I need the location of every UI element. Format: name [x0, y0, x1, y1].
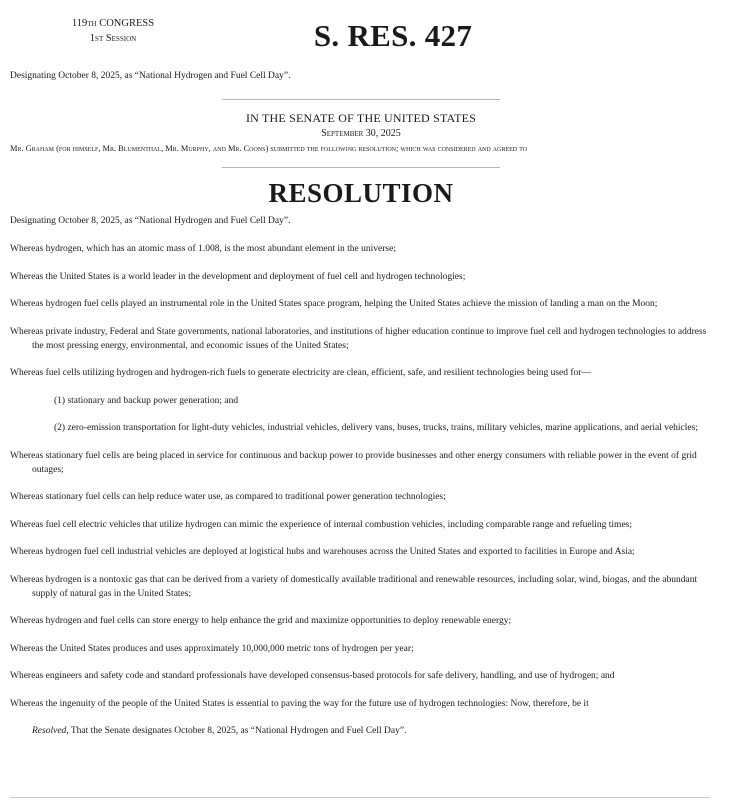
bill-number: [0, 18, 738, 54]
preamble: Designating October 8, 2025, as “National Hydrogen and Fuel Cell Day”.: [10, 216, 291, 226]
whereas-subitem: (2) zero-emission transportation for light-duty vehicles, industrial vehicles, delivery vans, buses, trucks, trains, military vehicles, marine applications, and aerial vehicles;: [54, 423, 698, 433]
whereas-clause: Whereas engineers and safety code and standard professionals have developed consensus-based protocols for safe delivery, handling, and use of hydrogen; and: [10, 671, 615, 681]
whereas-clause: Whereas stationary fuel cells can help reduce water use, as compared to traditional power generation technologies;: [10, 492, 446, 502]
divider-top: [222, 99, 500, 100]
whereas-clause: Whereas hydrogen, which has an atomic mass of 1.008, is the most abundant element in the universe;: [10, 244, 396, 254]
whereas-clause: Whereas fuel cells utilizing hydrogen and hydrogen-rich fuels to generate electricity are clean, efficient, safe, and resilient technologies being used for—: [10, 368, 591, 378]
whereas-subitem: (1) stationary and backup power generation; and: [54, 395, 239, 406]
whereas-clause: Whereas stationary fuel cells are being placed in service for continuous and backup power to provide businesses and other energy consumers with reliable power in the event of grid outages;: [10, 450, 697, 475]
bill-number-text: S. RES. 427: [313, 18, 473, 53]
whereas-clause: Whereas the United States is a world leader in the development and deployment of fuel cell and hydrogen technologies;: [10, 271, 466, 282]
whereas-clauses: [10, 242, 712, 738]
sponsors-line: Mr. Graham (for himself, Mr. Blumenthal, Mr. Murphy, and Mr. Coons) submitted the following resolution; which was considered and agreed to: [10, 144, 528, 153]
session-label: 1st Session: [89, 33, 137, 44]
whereas-clause: Whereas hydrogen fuel cell industrial vehicles are deployed at logistical hubs and warehouses across the United States and exported to facilities in Europe and Asia;: [10, 547, 635, 557]
whereas-clause: Whereas private industry, Federal and State governments, national laboratories, and institutions of higher education continue to improve fuel cell and hydrogen technologies to address the most pressing energy, environmental, and economic issues of the United States;: [10, 326, 707, 351]
divider-bottom: [222, 167, 500, 168]
whereas-clause: Whereas hydrogen and fuel cells can store energy to help enhance the grid and maximize opportunities to deploy renewable energy;: [10, 616, 512, 626]
resolution-title: RESOLUTION: [268, 178, 454, 208]
congress-number: 119th CONGRESS: [71, 18, 155, 29]
caption: Designating October 8, 2025, as “National Hydrogen and Fuel Cell Day”.: [10, 71, 291, 81]
resolved-clause: [10, 724, 712, 738]
whereas-clause: Whereas fuel cell electric vehicles that utilize hydrogen can mimic the experience of internal combustion vehicles, including comparable range and refueling times;: [10, 519, 632, 530]
whereas-clause: Whereas the ingenuity of the people of the United States is essential to paving the way for the future use of hydrogen technologies: Now, therefore, be it: [10, 698, 589, 709]
whereas-clause: Whereas the United States produces and uses approximately 10,000,000 metric tons of hydrogen per year;: [10, 643, 414, 654]
submission-date: September 30, 2025: [321, 128, 401, 139]
resolved-text: That the Senate designates October 8, 2025, as “National Hydrogen and Fuel Cell Day”.: [68, 726, 407, 736]
resolved-label: Resolved,: [32, 726, 69, 736]
footer-divider: [10, 797, 710, 798]
chamber-heading: IN THE SENATE OF THE UNITED STATES: [245, 111, 477, 125]
whereas-clause: Whereas hydrogen is a nontoxic gas that can be derived from a variety of domestically available traditional and renewable resources, including solar, wind, biogas, and the abundant supply of natural gas in the United States;: [10, 574, 698, 599]
whereas-clause: Whereas hydrogen fuel cells played an instrumental role in the United States space program, helping the United States achieve the mission of landing a man on the Moon;: [10, 299, 658, 309]
